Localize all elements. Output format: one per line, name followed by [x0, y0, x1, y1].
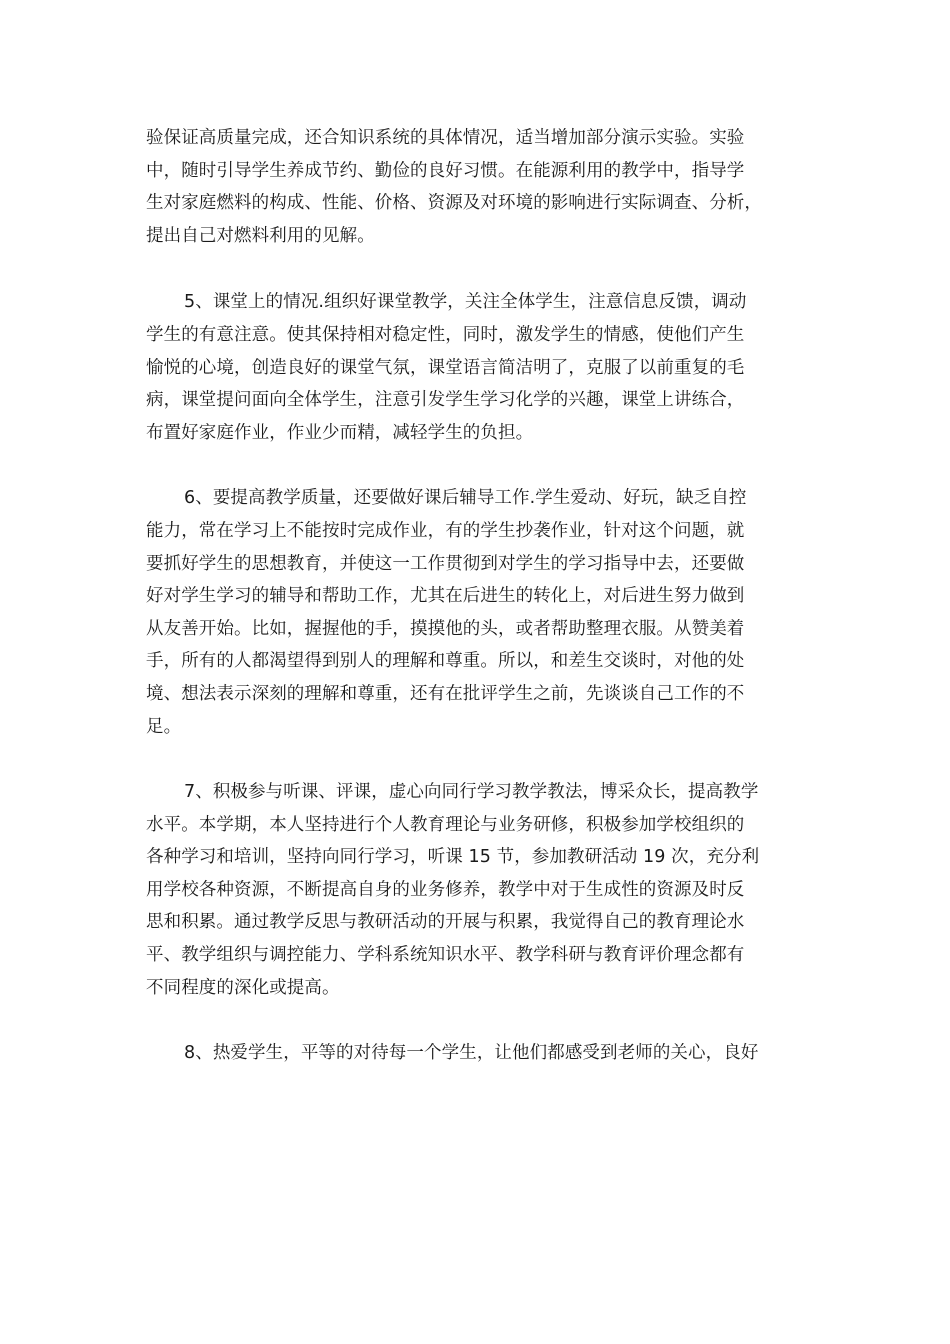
paragraph-line: 验保证高质量完成，还合知识系统的具体情况，适当增加部分演示实验。实验: [146, 128, 745, 148]
paragraph-line: 提出自己对燃料利用的见解。: [146, 225, 375, 246]
paragraph-line: 学生的有意注意。使其保持相对稳定性，同时，激发学生的情感，使他们产生: [146, 324, 745, 345]
paragraph-line: 5、课堂上的情况.组织好课堂教学，关注全体学生，注意信息反馈，调动: [184, 292, 747, 313]
paragraph-line: 用学校各种资源，不断提高自身的业务修养，教学中对于生成性的资源及时反: [146, 879, 745, 900]
paragraph-line: 不同程度的深化或提高。: [146, 977, 340, 998]
paragraph-line: 境、想法表示深刻的理解和尊重，还有在批评学生之前，先谈谈自己工作的不: [146, 683, 745, 704]
paragraph-line: 要抓好学生的思想教育，并使这一工作贯彻到对学生的学习指导中去，还要做: [146, 553, 745, 574]
paragraph-line: 生对家庭燃料的构成、性能、价格、资源及对环境的影响进行实际调查、分析，: [146, 193, 762, 214]
paragraph-line: 好对学生学习的辅导和帮助工作，尤其在后进生的转化上，对后进生努力做到: [146, 586, 745, 607]
paragraph-line: 中，随时引导学生养成节约、勤俭的良好习惯。在能源利用的教学中，指导学: [146, 160, 745, 181]
paragraph-line: 能力，常在学习上不能按时完成作业，有的学生抄袭作业，针对这个问题，就: [146, 520, 745, 541]
paragraph-line: 手，所有的人都渴望得到别人的理解和尊重。所以，和差生交谈时，对他的处: [146, 651, 745, 672]
paragraph-line: 水平。本学期，本人坚持进行个人教育理论与业务研修，积极参加学校组织的: [146, 814, 745, 835]
paragraph-item-7: [146, 776, 822, 1004]
paragraph-line: 布置好家庭作业，作业少而精，减轻学生的负担。: [146, 422, 534, 443]
paragraph-line: 病，课堂提问面向全体学生，注意引发学生学习化学的兴趣，课堂上讲练合，: [146, 390, 745, 411]
paragraph-item-6: [146, 482, 822, 743]
paragraph-line: 6、要提高教学质量，还要做好课后辅导工作.学生爱动、好玩，缺乏自控: [184, 488, 747, 509]
paragraph-continuation: [146, 122, 822, 252]
paragraph-line: 8、热爱学生，平等的对待每一个学生，让他们都感受到老师的关心，良好: [184, 1043, 759, 1064]
document-body: [146, 122, 822, 1103]
paragraph-line: 7、积极参与听课、评课，虚心向同行学习教学教法，博采众长，提高教学: [184, 782, 759, 803]
paragraph-line: 平、教学组织与调控能力、学科系统知识水平、教学科研与教育评价理念都有: [146, 945, 745, 966]
paragraph-line: 从友善开始。比如，握握他的手，摸摸他的头，或者帮助整理衣服。从赞美着: [146, 618, 745, 639]
paragraph-line: 思和积累。通过教学反思与教研活动的开展与积累，我觉得自己的教育理论水: [146, 912, 745, 933]
paragraph-item-5: [146, 286, 822, 449]
paragraph-item-8: [146, 1037, 822, 1070]
paragraph-line: 愉悦的心境，创造良好的课堂气氛，课堂语言简洁明了，克服了以前重复的毛: [146, 357, 745, 378]
paragraph-line: 足。: [146, 716, 182, 737]
paragraph-line: 各种学习和培训，坚持向同行学习，听课 15 节，参加教研活动 19 次，充分利: [146, 847, 760, 868]
